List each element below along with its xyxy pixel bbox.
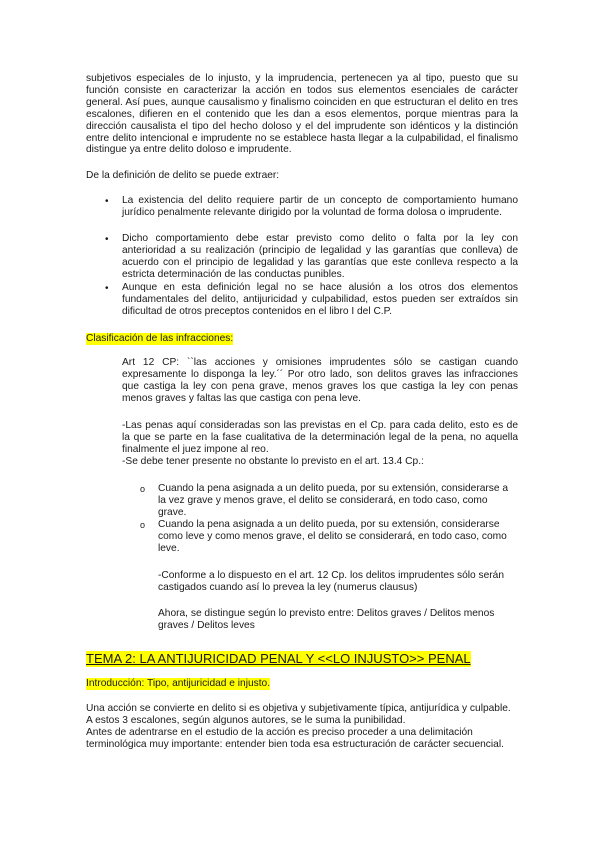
conforme-paragraph: -Conforme a lo dispuesto en el art. 12 Cp. los delitos imprudentes sólo serán castigados cuando así lo prevea la ley (numerus clausus) bbox=[158, 570, 504, 593]
intro-paragraph: subjetivos especiales de lo injusto, y la imprudencia, pertenecen ya al tipo, puesto que su función consiste en caracterizar la acción en todos sus elementos esenciales de carácter general. Así pues, aunque causalismo y finalismo coinciden en que estructuran el delito en tres escalones, difieren en el contenido que les dan a esos elementos, porque mientras para la dirección causalista el tipo del hecho doloso y el del imprudente son idénticos y la distinción entre delito intencional e imprudente no se establece hasta llegar a la culpabilidad, el finalismo distingue ya entre delito doloso e imprudente. bbox=[86, 73, 518, 156]
definition-lead: De la definición de delito se puede extraer: bbox=[86, 170, 280, 181]
bullet-marker: • bbox=[105, 234, 109, 245]
art12-paragraph: Art 12 CP: ``las acciones y omisiones imprudentes sólo se castigan cuando expresamente lo disponga la ley.´´ Por otro lado, son delitos graves las infracciones que castiga la ley con pena grave, menos graves los que castiga la ley con penas menos graves y faltas las que castiga con pena leve. bbox=[122, 357, 518, 404]
circle-bullet-2: Cuando la pena asignada a un delito pueda, por su extensión, considerarse como leve y como menos grave, el delito se considerará, en todo caso, como leve. bbox=[158, 519, 507, 554]
final-paragraph-1: Una acción se convierte en delito si es objetiva y subjetivamente típica, antijurídica y culpable. A estos 3 escalones, según algunos autores, se le suma la punibilidad. bbox=[86, 703, 511, 726]
definition-bullet-2: Dicho comportamiento debe estar previsto como delito o falta por la ley con anterioridad a su realización (principio de legalidad y las garantías que conlleva) de acuerdo con el principio de legalidad y las garantías que este conlleva respecto a la estricta determinación de las conductas punibles. bbox=[122, 233, 518, 280]
circle-bullet-marker: o bbox=[140, 484, 146, 494]
circle-bullet-1: Cuando la pena asignada a un delito pueda, por su extensión, considerarse a la vez grave y menos grave, el delito se considerará, en todo caso, como grave. bbox=[158, 483, 509, 518]
classification-heading: Clasificación de las infracciones: bbox=[86, 333, 234, 344]
bullet-marker: • bbox=[105, 283, 109, 294]
ahora-paragraph: Ahora, se distingue según lo previsto entre: Delitos graves / Delitos menos graves / Delitos leves bbox=[158, 608, 495, 631]
tema-heading: TEMA 2: LA ANTIJURICIDAD PENAL Y <<LO INJUSTO>> PENAL bbox=[86, 651, 471, 666]
circle-bullet-marker: o bbox=[140, 520, 146, 530]
penas-paragraph: -Las penas aquí consideradas son las previstas en el Cp. para cada delito, esto es de la que se parte en la fase cualitativa de la determinación legal de la pena, no aquella finalmente el juez impone al reo. bbox=[122, 420, 518, 455]
definition-bullet-1: La existencia del delito requiere partir de un concepto de comportamiento humano jurídico penalmente relevante dirigido por la voluntad de forma dolosa o imprudente. bbox=[122, 195, 518, 218]
intro-heading: Introducción: Tipo, antijuricidad e injusto. bbox=[86, 678, 271, 689]
definition-bullet-3: Aunque en esta definición legal no se hace alusión a los otros dos elementos fundamentales del delito, antijuricidad y culpabilidad, estos pueden ser extraídos sin dificultad de otros preceptos contenidos en el libro I del C.P. bbox=[122, 282, 518, 317]
bullet-marker: • bbox=[105, 196, 109, 207]
final-paragraph-2: Antes de adentrarse en el estudio de la acción es preciso proceder a una delimitación terminológica muy importante: entender bien toda esa estructuración de carácter secuencial. bbox=[86, 727, 504, 750]
penas-paragraph-2: -Se debe tener presente no obstante lo previsto en el art. 13.4 Cp.: bbox=[122, 456, 424, 467]
